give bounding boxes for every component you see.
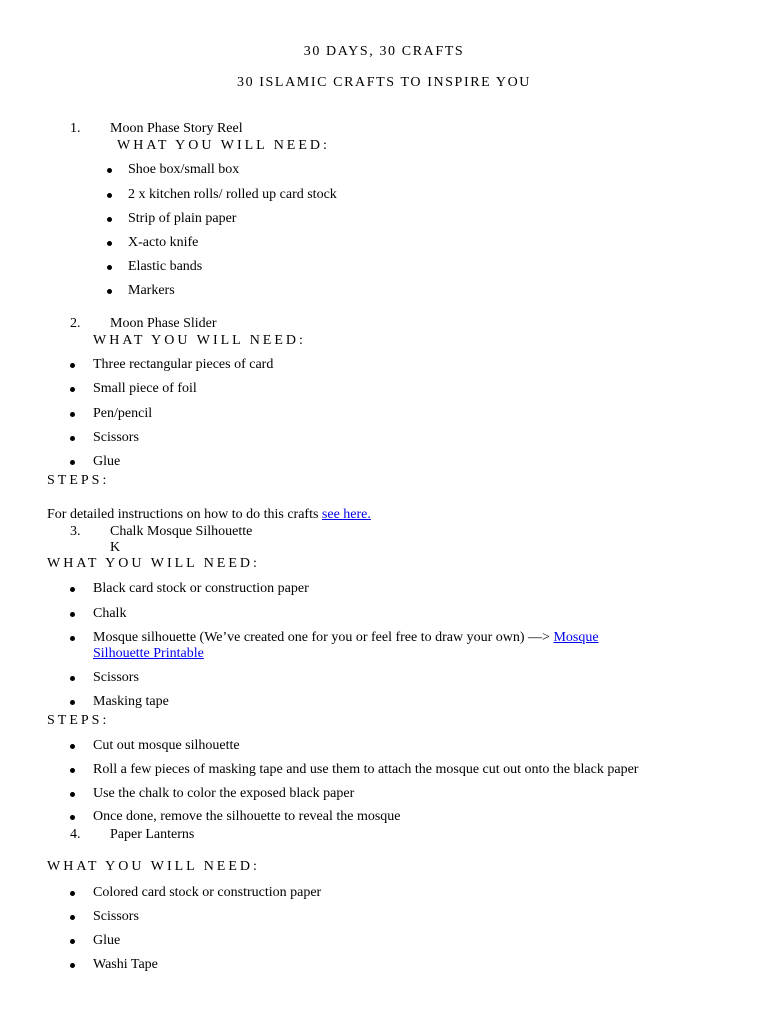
- list-item: Three rectangular pieces of card: [93, 357, 274, 372]
- instructions-text: For detailed instructions on how to do this crafts: [47, 507, 322, 522]
- craft-1-need-heading: WHAT YOU WILL NEED:: [117, 138, 330, 153]
- mosque-printable-link-part1[interactable]: Mosque: [553, 630, 599, 645]
- list-item: X-acto knife: [128, 235, 199, 250]
- list-item: Markers: [128, 283, 175, 298]
- instructions-paragraph: [47, 507, 371, 523]
- craft-2-title: Moon Phase Slider: [110, 316, 217, 331]
- bullet: [70, 436, 75, 441]
- list-item: Scissors: [93, 909, 139, 924]
- bullet: [70, 412, 75, 417]
- craft-1-title: Moon Phase Story Reel: [110, 121, 243, 136]
- list-item: Small piece of foil: [93, 381, 197, 396]
- craft-1-number: 1.: [70, 121, 81, 136]
- bullet: [70, 939, 75, 944]
- mosque-silhouette-text: Mosque silhouette (We’ve created one for you or feel free to draw your own) —>: [93, 630, 554, 645]
- list-item: 2 x kitchen rolls/ rolled up card stock: [128, 187, 337, 202]
- list-item: [93, 630, 599, 646]
- bullet: [107, 241, 112, 246]
- bullet: [70, 915, 75, 920]
- list-item: Glue: [93, 454, 121, 469]
- list-item: Masking tape: [93, 694, 169, 709]
- stray-letter: K: [110, 540, 121, 555]
- list-item: Elastic bands: [128, 259, 203, 274]
- list-item: Colored card stock or construction paper: [93, 885, 322, 900]
- bullet: [70, 363, 75, 368]
- mosque-printable-link-part2[interactable]: Silhouette Printable: [93, 646, 204, 661]
- bullet: [70, 792, 75, 797]
- see-here-link[interactable]: see here.: [321, 507, 371, 522]
- bullet: [70, 744, 75, 749]
- bullet: [70, 387, 75, 392]
- craft-3-number: 3.: [70, 524, 81, 539]
- craft-2-need-heading: WHAT YOU WILL NEED:: [93, 333, 306, 348]
- craft-3-need-heading: WHAT YOU WILL NEED:: [47, 556, 260, 571]
- list-item: Use the chalk to color the exposed black paper: [93, 786, 355, 801]
- bullet: [70, 963, 75, 968]
- list-item: Shoe box/small box: [128, 162, 240, 177]
- bullet: [70, 676, 75, 681]
- list-item: Chalk: [93, 606, 127, 621]
- craft-4-need-heading: WHAT YOU WILL NEED:: [47, 859, 260, 874]
- craft-4-title: Paper Lanterns: [110, 827, 195, 842]
- bullet: [107, 168, 112, 173]
- bullet: [107, 217, 112, 222]
- craft-2-number: 2.: [70, 316, 81, 331]
- bullet: [107, 289, 112, 294]
- bullet: [70, 815, 75, 820]
- list-item: Cut out mosque silhouette: [93, 738, 240, 753]
- list-item: Scissors: [93, 430, 139, 445]
- bullet: [70, 587, 75, 592]
- page-title: 30 DAYS, 30 CRAFTS: [303, 44, 465, 59]
- list-item: Once done, remove the silhouette to reveal the mosque: [93, 809, 401, 824]
- list-item: Washi Tape: [93, 957, 158, 972]
- bullet: [70, 612, 75, 617]
- craft-2-steps-heading: STEPS:: [47, 473, 110, 488]
- craft-3-steps-heading: STEPS:: [47, 713, 110, 728]
- bullet: [107, 265, 112, 270]
- page-subtitle: 30 ISLAMIC CRAFTS TO INSPIRE YOU: [236, 75, 532, 90]
- bullet: [107, 193, 112, 198]
- list-item: Pen/pencil: [93, 406, 153, 421]
- bullet: [70, 891, 75, 896]
- bullet: [70, 768, 75, 773]
- bullet: [70, 700, 75, 705]
- craft-4-number: 4.: [70, 827, 81, 842]
- list-item: Strip of plain paper: [128, 211, 237, 226]
- list-item: Scissors: [93, 670, 139, 685]
- bullet: [70, 636, 75, 641]
- list-item: Glue: [93, 933, 121, 948]
- list-item: Roll a few pieces of masking tape and use them to attach the mosque cut out onto the black paper: [93, 762, 639, 777]
- craft-3-title: Chalk Mosque Silhouette: [110, 524, 253, 539]
- bullet: [70, 460, 75, 465]
- list-item: Black card stock or construction paper: [93, 581, 309, 596]
